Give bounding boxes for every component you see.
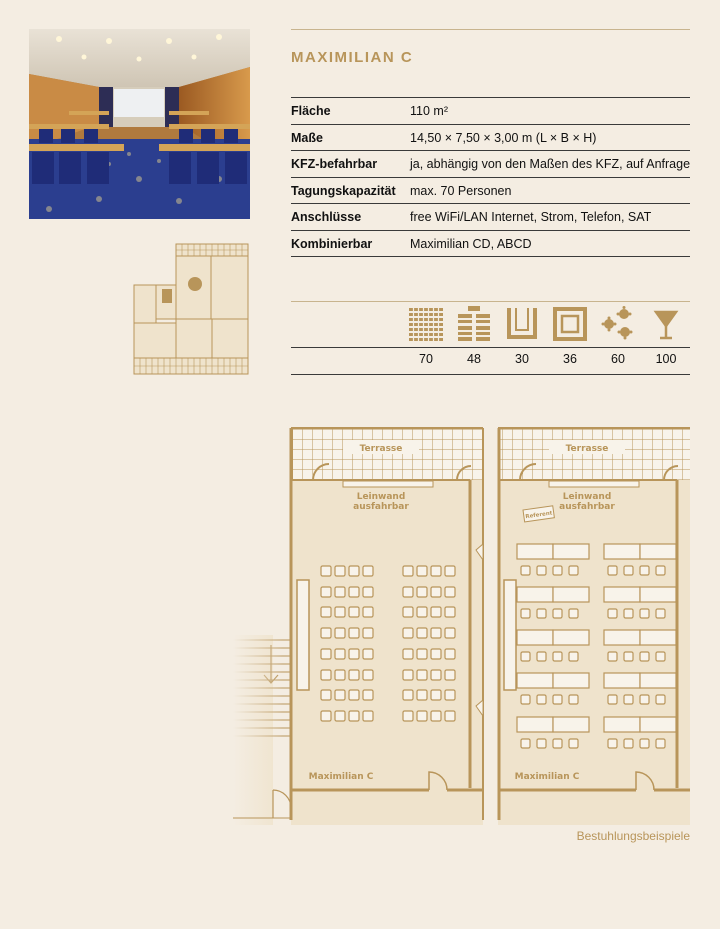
speaker-label: Referent [525,510,553,521]
u-shape-seating-icon [504,306,540,342]
capacity-theater: 70 [419,352,433,366]
terrace-label: Terrasse [565,444,609,454]
room-photo [29,29,250,219]
spec-value: 14,50 × 7,50 × 3,00 m (L × B × H) [410,131,597,145]
spec-label: Tagungskapazität [291,184,396,198]
screen-label-line1: Leinwand [562,492,612,502]
screen-label-line2: ausfahrbar [353,502,409,512]
spec-row-combinable [291,231,690,257]
capacity-bottom-divider [291,374,690,375]
spec-row-connections [291,204,690,230]
spec-label: Anschlüsse [291,210,362,224]
spec-value: Maximilian CD, ABCD [410,237,532,251]
spec-value: max. 70 Personen [410,184,512,198]
spec-label: KFZ-befahrbar [291,157,378,171]
screen-label-line2: ausfahrbar [559,502,615,512]
spec-row-capacity [291,178,690,204]
screen-label-line1: Leinwand [356,492,406,502]
room-label: Maximilian C [514,772,580,782]
spec-row-vehicle [291,151,690,177]
spec-row-area [291,98,690,124]
corridor [233,630,291,825]
seating-examples-caption: Bestuhlungsbeispiele [576,829,690,843]
terrace-label: Terrasse [359,444,403,454]
spec-row-dimensions [291,125,690,151]
capacity-reception: 100 [655,352,677,366]
spec-label: Fläche [291,104,331,118]
capacity-top-divider [291,301,690,302]
banquet-round-tables-icon [600,306,636,342]
capacity-mid-divider [291,347,690,348]
hollow-square-seating-icon [552,306,588,342]
classroom-seating-icon [456,306,492,342]
room-title: MAXIMILIAN C [291,49,414,66]
capacity-banquet: 60 [611,352,625,366]
top-divider [291,29,690,30]
spec-value: free WiFi/LAN Internet, Strom, Telefon, SAT [410,210,652,224]
table-divider [291,256,690,257]
seating-plans [233,420,693,825]
spec-value: ja, abhängig von den Maßen des KFZ, auf Anfrage [410,157,691,171]
capacity-classroom: 48 [467,352,481,366]
location-floorplan [132,243,250,376]
capacity-u-shape: 30 [515,352,529,366]
spec-label: Kombinierbar [291,237,373,251]
plan-classroom [498,428,690,825]
plan-theater [273,428,483,825]
room-label: Maximilian C [308,772,374,782]
theater-seating-icon [408,306,444,342]
spec-value: 110 m² [410,104,448,118]
reception-cocktail-glass-icon [648,306,684,342]
capacity-hollow-square: 36 [563,352,577,366]
spec-label: Maße [291,131,323,145]
